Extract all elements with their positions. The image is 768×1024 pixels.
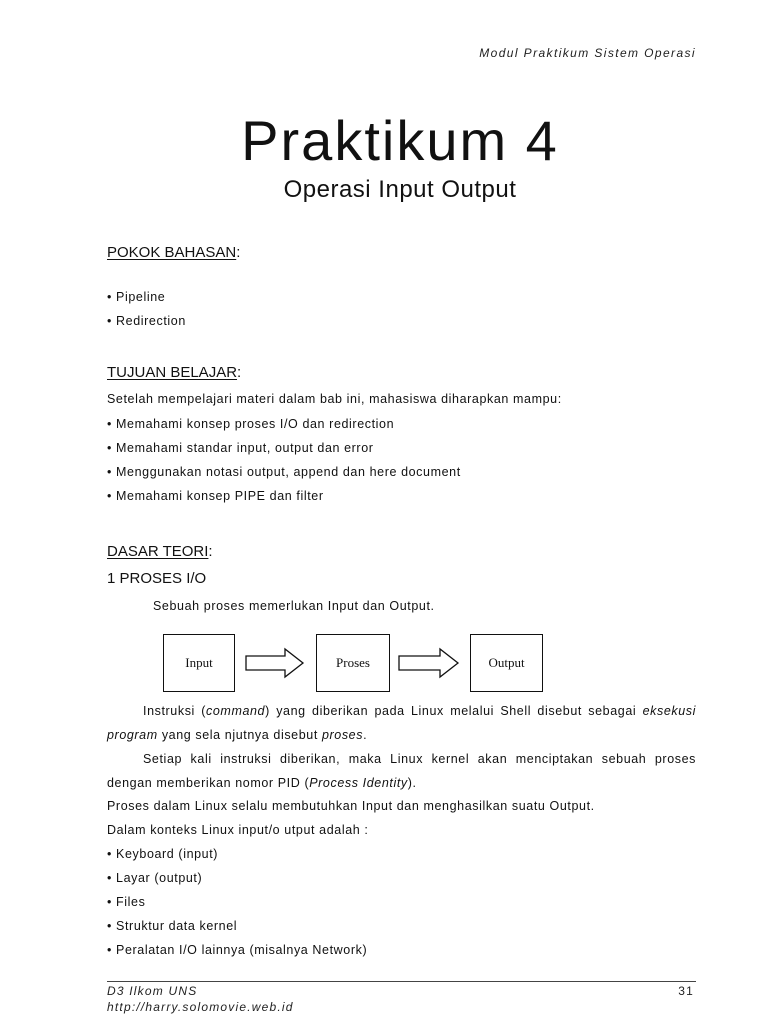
page-subtitle: Operasi Input Output: [283, 176, 517, 203]
dasar-heading-colon: :: [208, 543, 213, 560]
tujuan-heading-colon: :: [237, 364, 242, 381]
section-heading-proses-io: 1 PROSES I/O: [107, 570, 207, 587]
proses-intro: Sebuah proses memerlukan Input dan Output.: [153, 599, 435, 613]
tujuan-item: • Memahami konsep proses I/O dan redirection: [107, 417, 395, 431]
io-list-item: • Layar (output): [107, 871, 203, 885]
proses-linux-line: Proses dalam Linux selalu membutuhkan Input dan menghasilkan suatu Output.: [107, 799, 595, 813]
arrow-right-icon: [398, 647, 460, 679]
para1-eksekusi-program: eksekusi program: [107, 704, 697, 742]
io-list-item: • Keyboard (input): [107, 847, 219, 861]
tujuan-heading-text: TUJUAN BELAJAR: [107, 364, 238, 381]
diagram-proses-box: [316, 634, 390, 692]
para1-text: yang sela njutnya disebut: [157, 728, 322, 742]
pokok-item-redirection: • Redirection: [107, 314, 186, 328]
para2-text: Setiap kali instruksi diberikan, maka Linux kernel akan menciptakan sebuah proses dengan memberikan nomor PID (: [107, 752, 696, 790]
pokok-item-pipeline: • Pipeline: [107, 290, 166, 304]
para1-command: command: [206, 704, 266, 718]
paragraph-instruksi: [107, 699, 696, 747]
diagram-proses-label: Proses: [336, 655, 370, 670]
pokok-bahasan-heading: [107, 244, 240, 261]
para1-proses: proses: [321, 728, 364, 742]
io-list-item: • Files: [107, 895, 146, 909]
footer-department: D3 Ilkom UNS: [107, 984, 198, 998]
dasar-teori-heading: [107, 543, 213, 560]
pokok-heading-colon: :: [236, 244, 241, 261]
tujuan-item: • Memahami standar input, output dan error: [107, 441, 374, 455]
diagram-input-label: Input: [185, 655, 213, 670]
pokok-heading-text: POKOK BAHASAN: [107, 244, 237, 261]
tujuan-item: • Menggunakan notasi output, append dan here document: [107, 465, 461, 479]
io-list-item: • Struktur data kernel: [107, 919, 238, 933]
konteks-line: Dalam konteks Linux input/o utput adalah :: [107, 823, 369, 837]
para1-text: Instruksi (: [143, 704, 207, 718]
tujuan-intro: Setelah mempelajari materi dalam bab ini, mahasiswa diharapkan mampu:: [107, 392, 562, 406]
para1-text: .: [363, 728, 368, 742]
diagram-input-box: [163, 634, 235, 692]
diagram-output-label: Output: [488, 655, 525, 670]
footer-url: http://harry.solomovie.web.id: [107, 1000, 294, 1014]
para2-text: ).: [407, 776, 417, 790]
tujuan-item: • Memahami konsep PIPE dan filter: [107, 489, 324, 503]
arrow-right-icon: [245, 647, 305, 679]
para1-text: ) yang diberikan pada Linux melalui Shell disebut sebagai: [265, 704, 643, 718]
page-title: Praktikum 4: [241, 109, 559, 172]
paragraph-pid: [107, 747, 696, 795]
page-number: 31: [678, 984, 694, 998]
io-list-item: • Peralatan I/O lainnya (misalnya Network): [107, 943, 368, 957]
diagram-output-box: [470, 634, 543, 692]
dasar-heading-text: DASAR TEORI: [107, 543, 209, 560]
running-header: Modul Praktikum Sistem Operasi: [479, 46, 696, 60]
para2-process-identity: Process Identity: [309, 776, 408, 790]
footer-divider: [107, 981, 696, 982]
tujuan-belajar-heading: [107, 364, 241, 381]
